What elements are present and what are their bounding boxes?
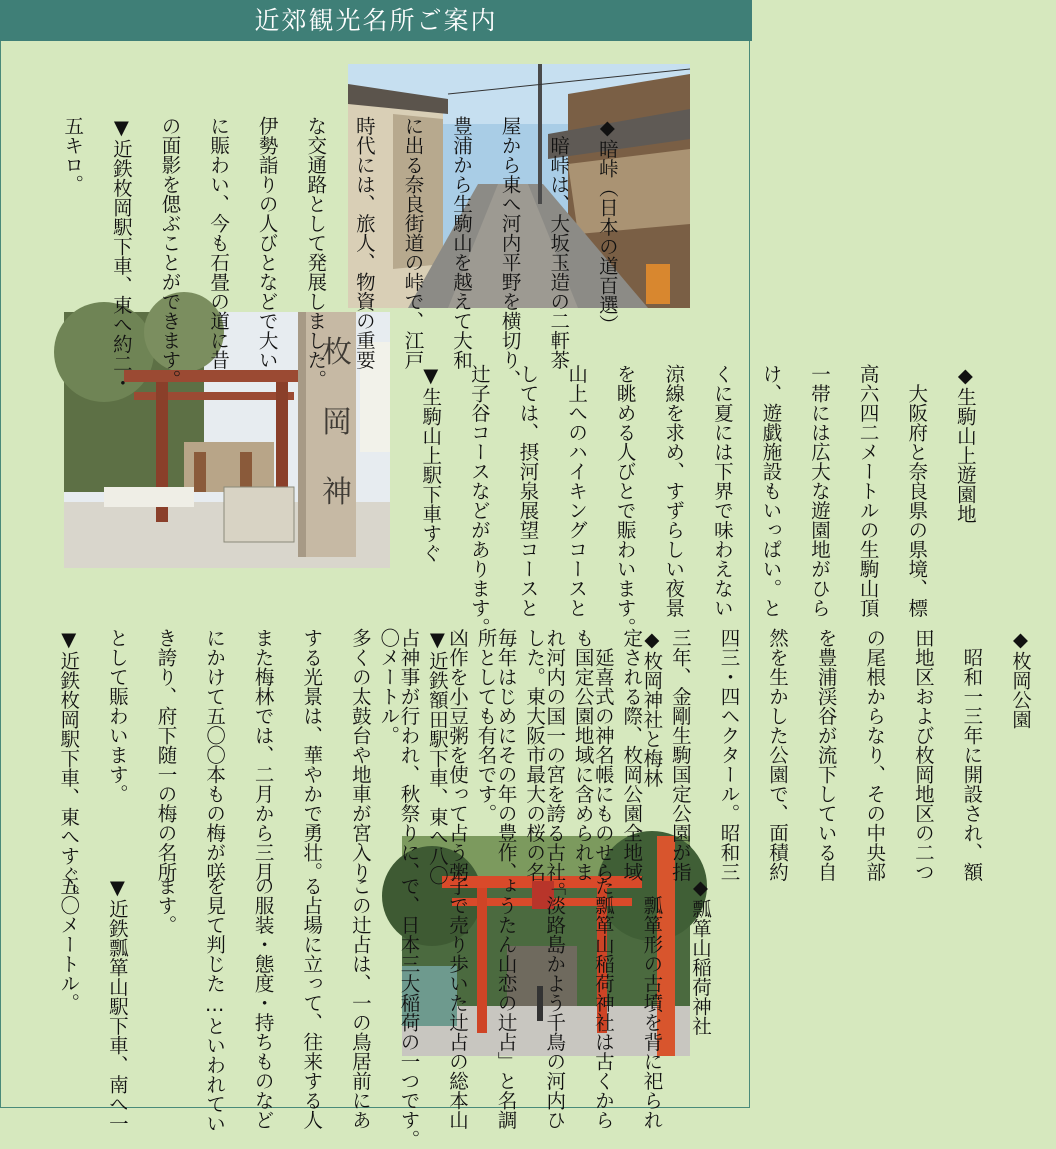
section-kuragari [60,70,643,393]
text-line: くに夏には下界で味わえない [710,364,734,618]
section-ikoma [418,318,1001,637]
text-line: また梅林では、二月から三月 [251,628,275,882]
section-title: ◆枚岡公園 [1009,628,1033,729]
text-line: 毎年はじめにその年の豊作、 [494,628,518,882]
text-line: 豊浦から生駒山を越えて大和 [450,116,474,370]
text-line: の面影を偲ぶことができます。 [158,116,182,389]
text-line: 高六四二メートルの生駒山頂 [856,364,880,618]
section-title: ◆枚岡神社と梅林 [640,628,664,788]
text-line: ▼近鉄枚岡駅下車、東へ約二・ [109,116,133,393]
text-line: ▼生駒山上駅下車すぐ [419,364,443,563]
text-line: る占場に立って、往来する人 [300,876,324,1130]
text-line: を豊浦渓谷が流下している自 [814,628,838,882]
text-line: 瓢箪形の古墳を背に祀られ [640,876,664,1130]
text-line: 「淡路島かよう千鳥の河内ひ [543,876,567,1130]
text-line: 〇メートル。 [377,628,401,745]
text-line: ▼近鉄枚岡駅下車、東へすぐ。 [57,628,81,905]
text-line: 伊勢詣りの人びとなどで大い [255,116,279,370]
page-title: 近郊観光名所ご案内 [0,0,752,41]
text-line: に出る奈良街道の峠で、江戸 [401,116,425,370]
text-line: 五キロ。 [61,116,85,194]
text-line: 五〇メートル。 [57,876,81,1013]
text-line: として賑わいます。 [105,628,129,804]
section-title: ◆暗峠（日本の道百選） [595,116,619,334]
text-line: 昭和一三年に開設され、額 [960,628,984,882]
text-line: 占神事が行われ、秋祭りに、 [397,628,421,882]
text-line: 延喜式の神名帳にものせら [591,628,615,882]
text-line: 辻子谷コースなどがあります。 [467,364,491,637]
text-line: しては、摂河泉展望コースと [516,364,540,618]
text-line: な交通路として発展しました。 [304,116,328,389]
text-line: に賑わい、今も石畳の道に昔 [207,116,231,370]
section-title: ◆生駒山上遊園地 [953,364,977,524]
section-hyotan [56,830,736,1149]
text-line: ▼近鉄瓢箪山駅下車、南へ一 [105,876,129,1133]
text-line: 三年、金剛生駒国定公園が指 [668,628,692,882]
text-line: た瓢箪山稲荷神社は古くから [591,876,615,1130]
text-line: 屋から東へ河内平野を横切り、 [498,116,522,389]
text-line: 然を生かした公園で、面積約 [766,628,790,882]
text-line: け、遊戯施設もいっぱい。と [759,364,783,618]
text-line: 四三・四ヘクタール。昭和三 [717,628,741,882]
text-line: 所としても有名です。 [474,628,498,823]
text-line: 定される際、枚岡公園全地域 [620,628,644,882]
section-title: ◆瓢箪山稲荷神社 [689,876,713,1036]
text-line: この辻占は、一の鳥居前にあ [348,876,372,1130]
text-line: ます。 [154,876,178,935]
text-line: 時代には、旅人、物資の重要 [352,116,376,370]
text-line: を見て判じた…といわれてい [203,876,227,1133]
text-line: き誇り、府下随一の梅の名所 [154,628,178,882]
text-line: で、日本三大稲荷の一つです。 [397,876,421,1149]
text-line: 大阪府と奈良県の県境、標 [905,364,929,618]
text-line: にかけて五〇〇本もの梅が咲 [203,628,227,882]
text-line: ょうたん山恋の辻占」と名調 [494,876,518,1130]
text-line: 凶作を小豆粥を使って占う粥 [446,628,470,882]
text-line: する光景は、華やかで勇壮。 [300,628,324,882]
text-line: 田地区および枚岡地区の二つ [911,628,935,882]
text-line: 涼線を求め、すずらしい夜景 [662,364,686,618]
section-hiraoka-shrine [56,582,688,905]
text-line: した。東大阪市最大の桜の名 [523,628,547,882]
text-line: ▼近鉄額田駅下車、東へ八〇 [425,628,449,885]
svg-text:枚: 枚 [322,335,352,370]
text-line: 子で売り歩いた辻占の総本山 [446,876,470,1130]
text-line: の服装・態度・持ちものなど [251,876,275,1130]
text-line: 暗峠は、大坂玉造の二軒茶 [547,116,571,370]
text-line: れ河内の国一の宮を誇る古社。 [543,628,567,901]
text-line: 山上へのハイキングコースと [565,364,589,618]
text-line: も国定公園地域に含められま [571,628,595,882]
text-line: を眺める人びとで賑わいます。 [613,364,637,637]
svg-text:岡: 岡 [322,405,352,440]
svg-text:神: 神 [322,475,352,510]
text-line: の尾根からなり、その中央部 [863,628,887,882]
text-line: 多くの太鼓台や地車が宮入り [348,628,372,882]
text-line: 一帯には広大な遊園地がひら [808,364,832,618]
